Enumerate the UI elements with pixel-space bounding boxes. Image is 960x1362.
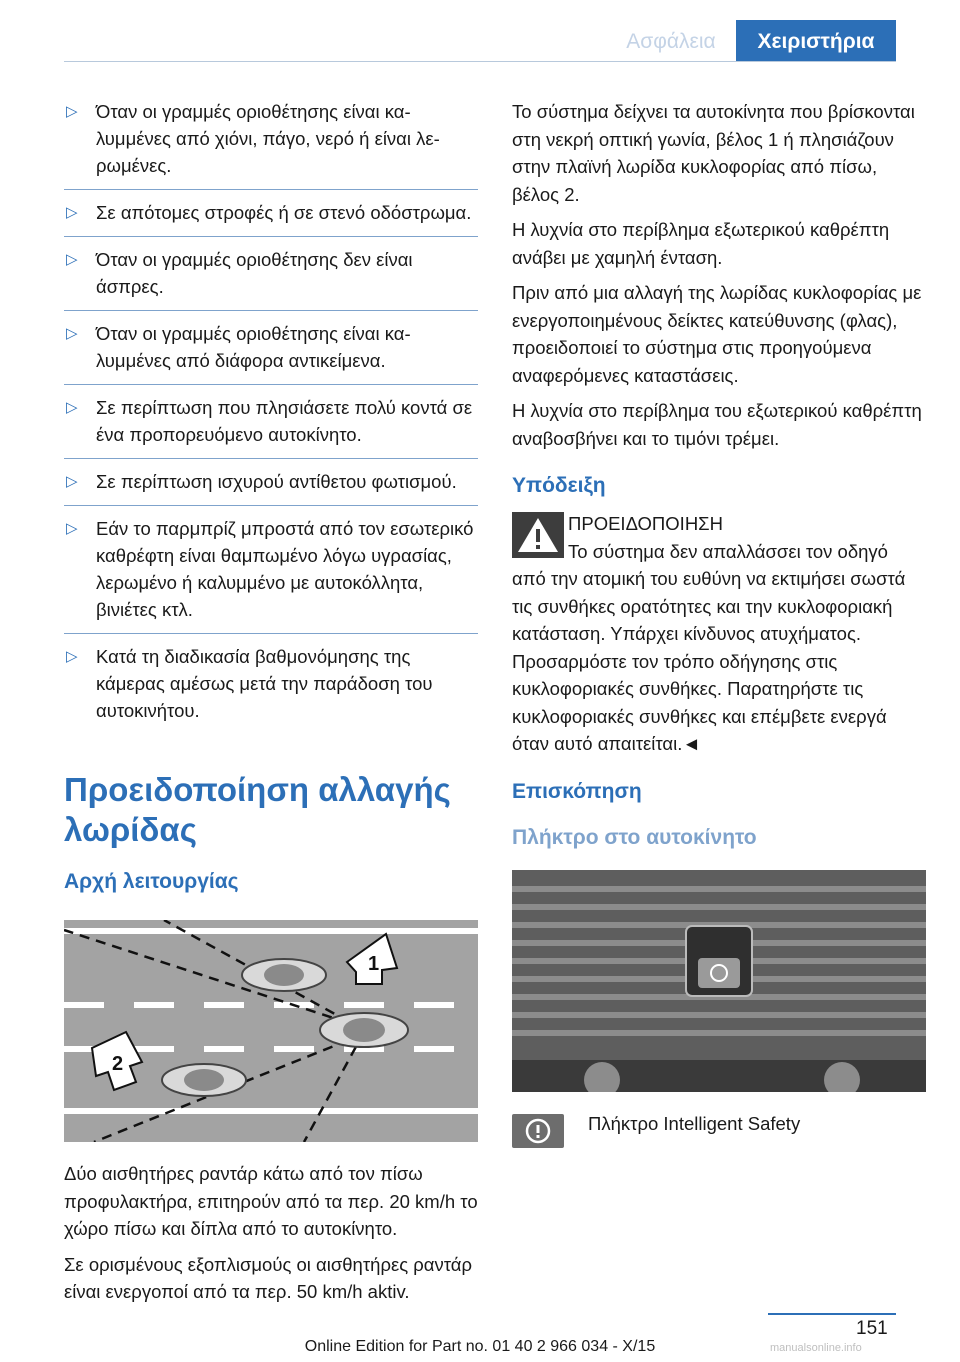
list-item: ▷ Σε απότομες στροφές ή σε στενό οδόστρωμα. xyxy=(64,199,478,237)
page-header xyxy=(0,0,960,62)
condition-list xyxy=(64,98,478,734)
triangle-bullet-icon: ▷ xyxy=(66,204,78,221)
warning-title: ΠΡΟΕΙΔΟΠΟΙΗΣΗ xyxy=(568,513,723,534)
caption-text: Πλήκτρο Intelligent Safety xyxy=(588,1112,801,1134)
page-number: 151 xyxy=(856,1318,888,1339)
intelligent-safety-icon xyxy=(512,1114,564,1148)
tab-controls[interactable]: Χειριστήρια xyxy=(736,20,896,62)
list-item: ▷ Κατά τη διαδικασία βαθμονόμησης της κάμερας αμέσως μετά την παράδοση του αυτοκινήτου. xyxy=(64,643,478,734)
triangle-bullet-icon: ▷ xyxy=(66,648,78,665)
triangle-bullet-icon: ▷ xyxy=(66,520,78,537)
note-heading: Υπόδειξη xyxy=(512,474,606,497)
lane-change-diagram xyxy=(64,920,478,1142)
list-item: ▷ Σε περίπτωση που πλησιάσετε πολύ κοντά σε ένα προπορευόμενο αυτοκίνητο. xyxy=(64,394,478,459)
warning-text: Το σύστημα δεν απαλλάσσει τον οδηγό από την ατομική του ευθύνη να εκτιμήσει σωστά τις συνθήκες ορατότητες και την κυκλοφοριακή κατάσταση. Υπάρχει κίνδυνος ατυχήματος. Προσαρμόστε τον τρόπο οδήγησης στις κυκλοφοριακές συνθήκες. Παρατηρήστε τις κυκλοφοριακές συνθήκες και επέμβετε ενεργά όταν αυτό απαιτείται.◄ xyxy=(512,540,906,754)
triangle-bullet-icon: ▷ xyxy=(66,473,78,490)
road-illustration xyxy=(64,920,478,1142)
warning-block xyxy=(512,510,926,758)
left-column xyxy=(64,98,478,1314)
triangle-bullet-icon: ▷ xyxy=(66,103,78,120)
button-caption xyxy=(512,1110,926,1170)
subsection-title: Αρχή λειτουργίας xyxy=(64,870,239,893)
overview-heading: Επισκόπηση xyxy=(512,779,642,803)
triangle-bullet-icon: ▷ xyxy=(66,325,78,342)
list-item: ▷ Εάν το παρμπρίζ μπροστά από τον εσωτερικό καθρέφτη είναι θαμπωμένο λόγω υγρασίας, λερωμένο ή καλυμμένο με αυτοκόλλητα, βινιέτες κτλ. xyxy=(64,515,478,634)
footer-divider xyxy=(768,1313,896,1315)
radar-sensors-paragraph: Δύο αισθητήρες ραντάρ κάτω από τον πίσω προφυλακτήρα, επιτηρούν από τα περ. 20 km/h το χώρο πίσω και δίπλα από το αυτοκίνητο. xyxy=(64,1163,478,1239)
list-item: ▷ Όταν οι γραμμές οριοθέτησης είναι καλυμμένες από χιόνι, πάγο, νερό ή είναι λερωμένες. xyxy=(64,98,478,190)
tab-safety[interactable]: Ασφάλεια xyxy=(626,30,716,53)
right-column xyxy=(512,98,926,1170)
dashboard-button-photo xyxy=(512,870,926,1092)
radar-activation-paragraph: Σε ορισμένους εξοπλισμούς οι αισθητήρες ραντάρ είναι ενεργοποί από τα περ. 50 km/h aktiv. xyxy=(64,1253,473,1302)
list-item: ▷ Όταν οι γραμμές οριοθέτησης είναι καλυμμένες από διάφορα αντικείμενα. xyxy=(64,320,478,385)
list-item: ▷ Όταν οι γραμμές οριοθέτησης δεν είναι άσπρες. xyxy=(64,246,478,311)
car-bottom xyxy=(162,1064,246,1096)
system-display-paragraph: Το σύστημα δείχνει τα αυτοκίνητα που βρίσκονται στη νεκρή οπτική γωνία, βέλος 1 ή πλησιάζουν στην πλαϊνή λωρίδα κυκλοφορίας από πίσω, βέλος 2. xyxy=(512,101,915,205)
list-item: ▷ Σε περίπτωση ισχυρού αντίθετου φωτισμού. xyxy=(64,468,478,506)
warning-icon xyxy=(512,512,564,558)
triangle-bullet-icon: ▷ xyxy=(66,399,78,416)
section-title: Προειδοποίηση αλλαγής λωρίδας xyxy=(64,771,451,848)
watermark: manualsonline.info xyxy=(770,1342,862,1354)
mirror-lamp-paragraph: Η λυχνία στο περίβλημα εξωτερικού καθρέπτη ανάβει με χαμηλή ένταση. xyxy=(512,219,890,268)
header-divider xyxy=(64,61,896,62)
arrow-1-label: 1 xyxy=(368,953,380,975)
car-center xyxy=(320,1013,408,1047)
button-heading: Πλήκτρο στο αυτοκίνητο xyxy=(512,825,757,849)
triangle-bullet-icon: ▷ xyxy=(66,251,78,268)
edition-footer: Online Edition for Part no. 01 40 2 966 034 - X/15 xyxy=(304,1338,656,1355)
mirror-flash-paragraph: Η λυχνία στο περίβλημα του εξωτερικού καθρέπτη αναβοσβήνει και το τιμόνι τρέμει. xyxy=(512,400,922,449)
arrow-2-label: 2 xyxy=(112,1053,124,1075)
lane-change-warning-paragraph: Πριν από μια αλλαγή της λωρίδας κυκλοφορίας με ενεργοποιημένους δείκτες κατεύθυνσης (φλας), προειδοποιεί το σύστημα στις προηγούμενα αναφερόμενες καταστάσεις. xyxy=(512,282,922,386)
car-top xyxy=(242,959,326,991)
